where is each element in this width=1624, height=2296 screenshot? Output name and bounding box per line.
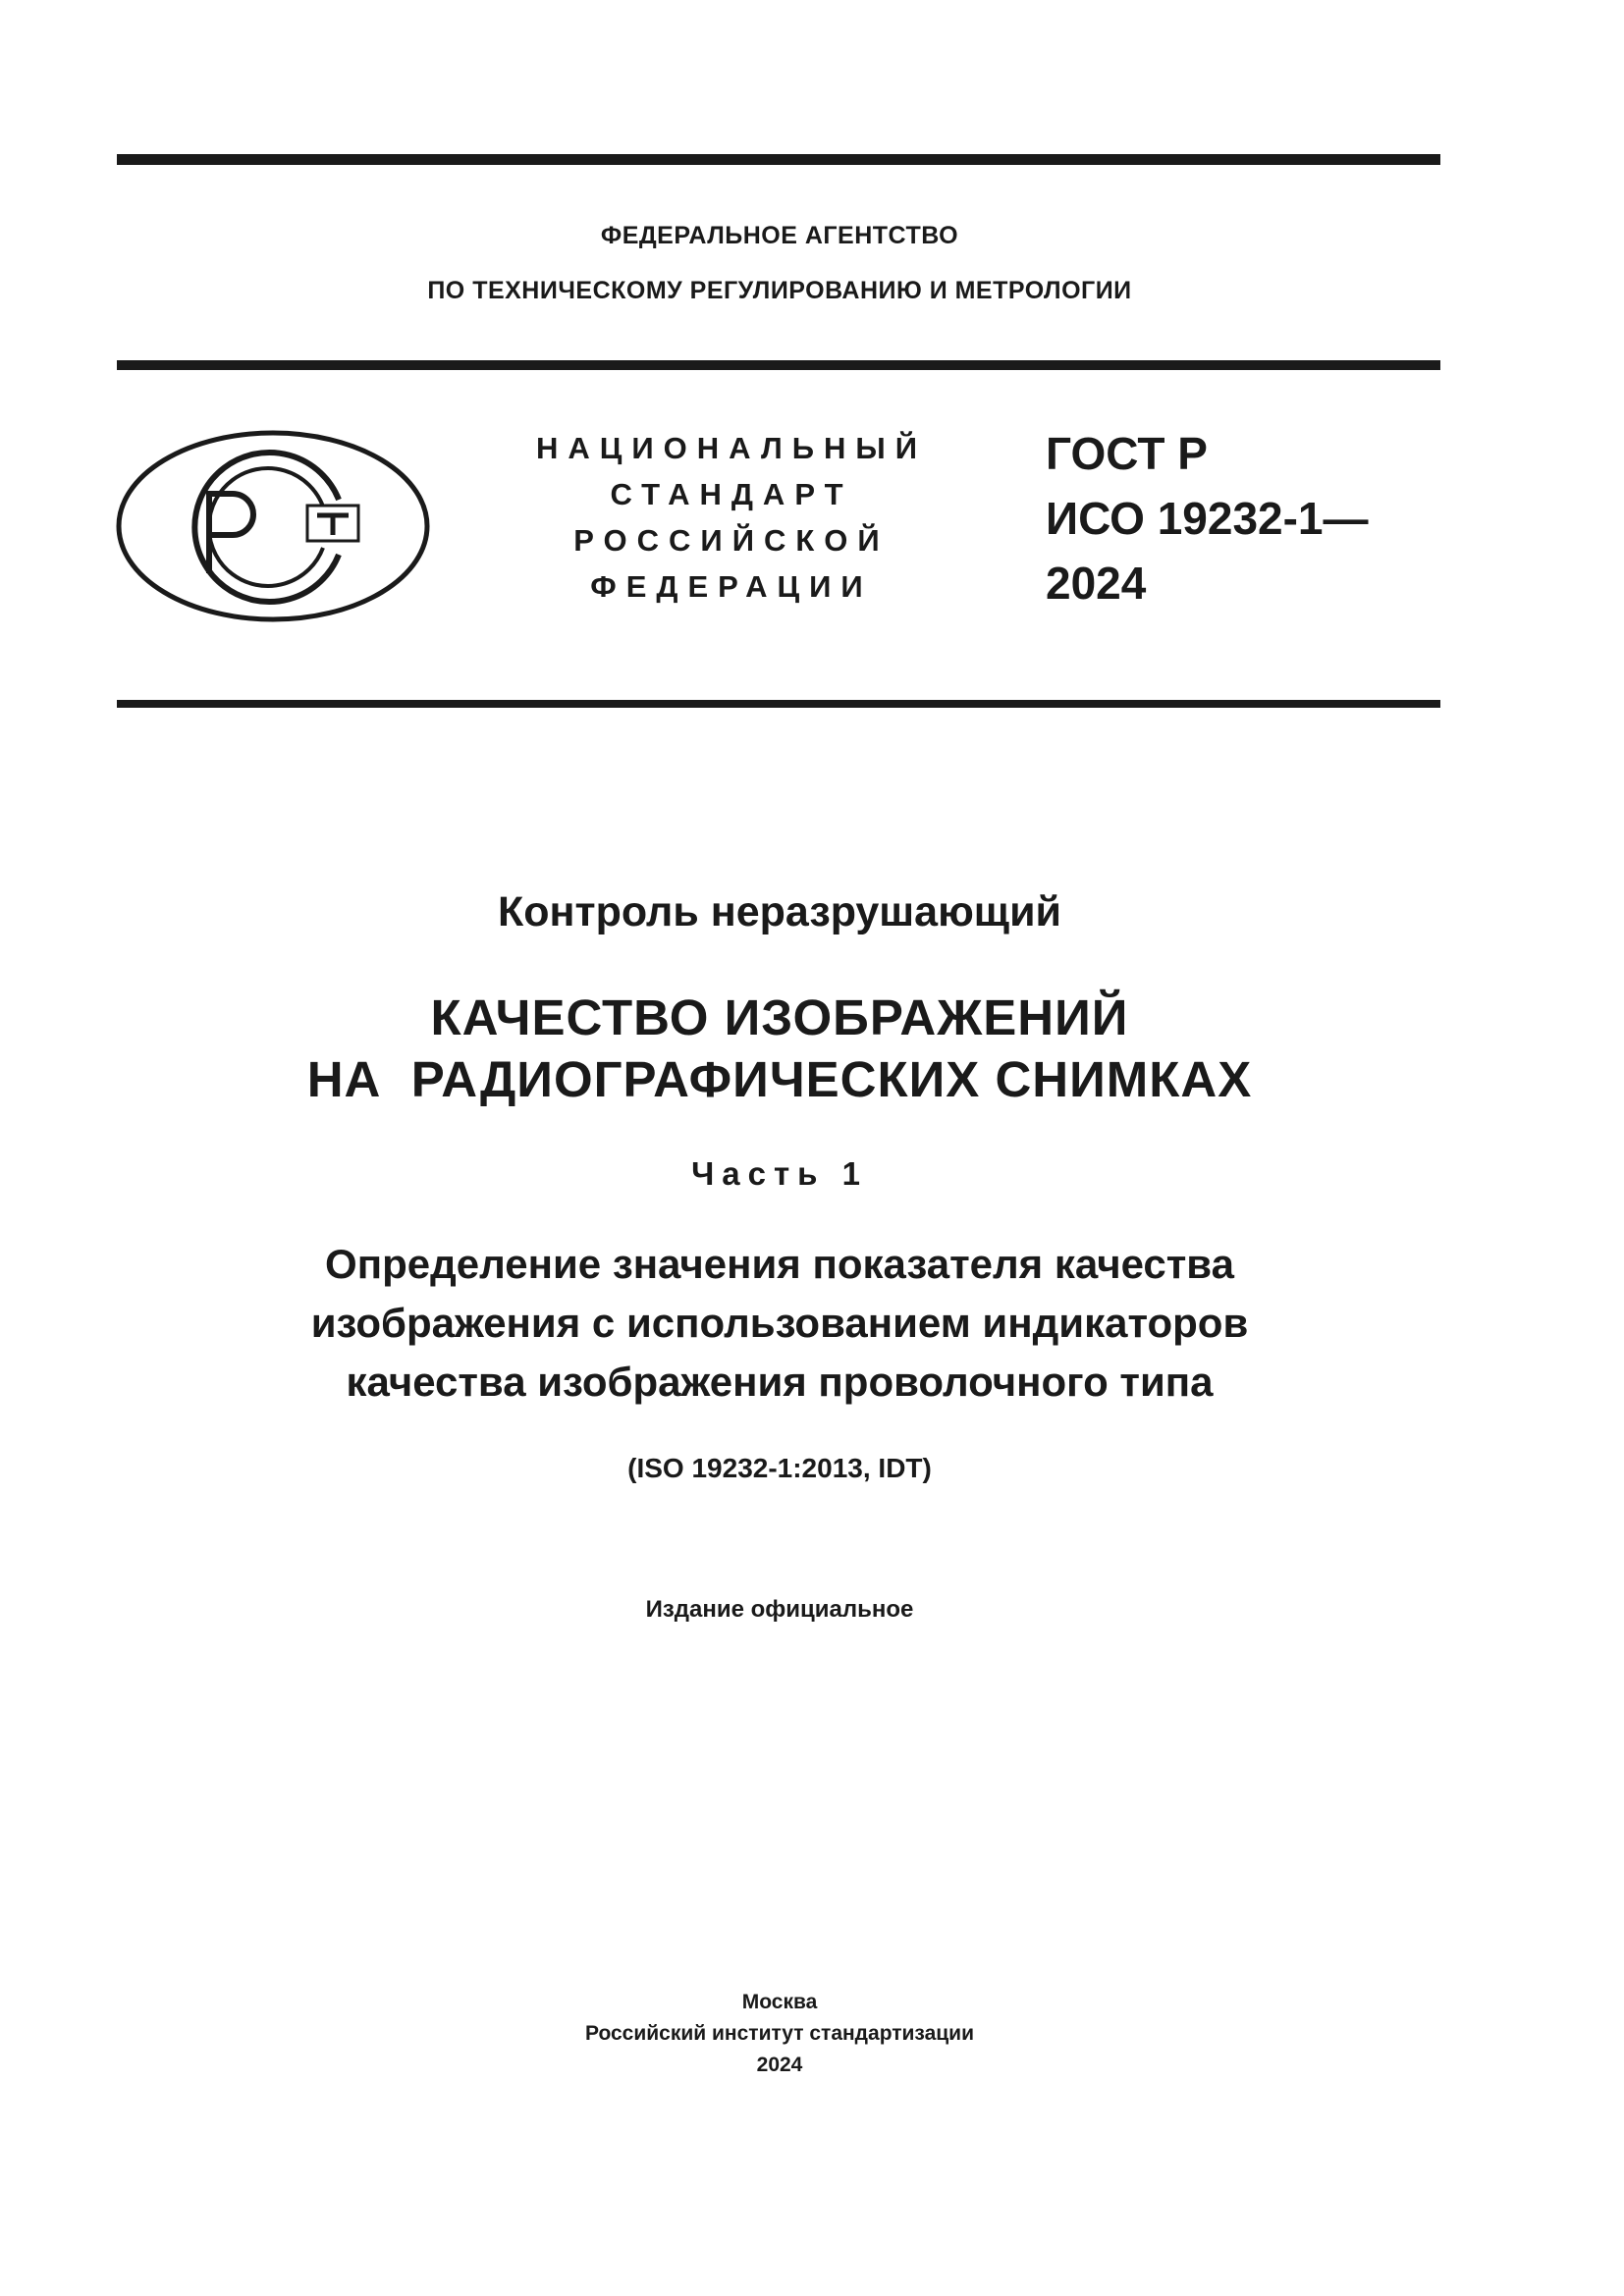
iso-reference: (ISO 19232-1:2013, IDT): [627, 1453, 932, 1483]
main-title-line-1: КАЧЕСТВО ИЗОБРАЖЕНИЙ: [430, 989, 1129, 1045]
national-standard-heading: [506, 425, 957, 610]
top-rule: [117, 154, 1440, 165]
field-title: Контроль неразрушающий: [498, 888, 1061, 935]
edition-note: Издание официальное: [645, 1596, 914, 1623]
subtitle-line-1: Определение значения показателя качества: [325, 1241, 1234, 1287]
imprint-publisher: Российский институт стандартизации: [584, 2022, 975, 2045]
national-standard-line-2: СТАНДАРТ: [610, 477, 853, 511]
designation-rule: [117, 700, 1440, 708]
part-subtitle: [0, 1235, 1559, 1412]
national-standard-line-1: НАЦИОНАЛЬНЫЙ: [535, 431, 928, 465]
rst-certification-logo-icon: [115, 429, 431, 623]
part-number: Часть 1: [691, 1155, 868, 1192]
designation-line-1: ГОСТ Р: [1046, 428, 1208, 479]
main-title-line-2: НА РАДИОГРАФИЧЕСКИХ СНИМКАХ: [306, 1051, 1253, 1107]
national-standard-line-3: РОССИЙСКОЙ: [573, 523, 890, 558]
imprint-city: Москва: [741, 1991, 818, 2013]
agency-line-1: ФЕДЕРАЛЬНОЕ АГЕНТСТВО: [600, 222, 959, 249]
national-standard-line-4: ФЕДЕРАЦИИ: [590, 569, 873, 604]
imprint-year: 2024: [756, 2054, 803, 2076]
imprint: [0, 1987, 1559, 2081]
designation-line-3: 2024: [1046, 558, 1147, 609]
subtitle-line-2: изображения с использованием индикаторов: [310, 1300, 1249, 1346]
header-rule: [117, 360, 1440, 370]
main-title: [0, 987, 1559, 1110]
designation-line-2: ИСО 19232-1—: [1046, 493, 1369, 544]
agency-line-2: ПО ТЕХНИЧЕСКОМУ РЕГУЛИРОВАНИЮ И МЕТРОЛОГИИ: [427, 277, 1132, 304]
standard-designation: [1046, 421, 1369, 615]
subtitle-line-3: качества изображения проволочного типа: [346, 1359, 1214, 1405]
